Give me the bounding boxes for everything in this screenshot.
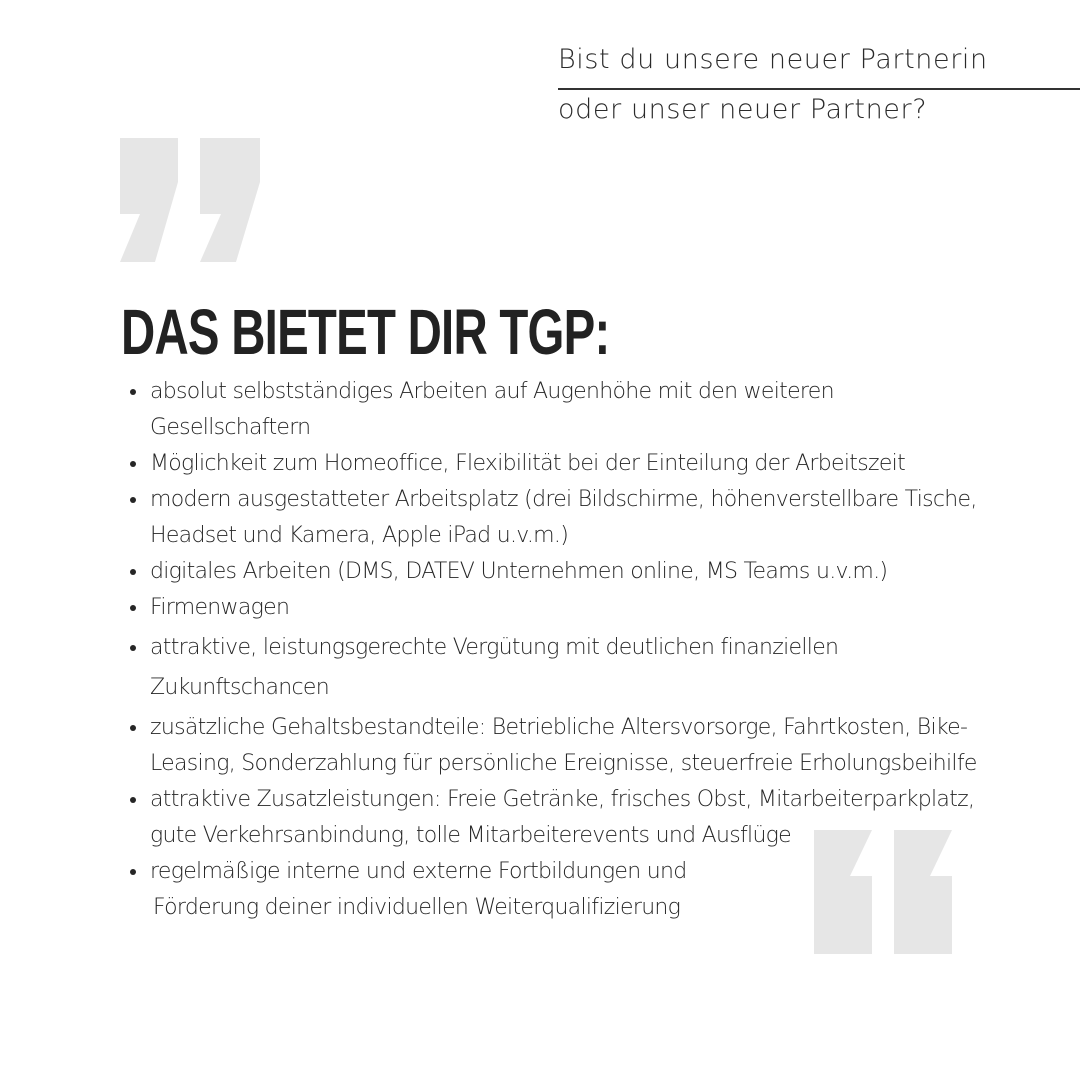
list-item-text: regelmäßige interne und externe Fortbildungen und (150, 859, 687, 884)
list-item-text: Zukunftschancen (150, 675, 329, 700)
list-item-text: Leasing, Sonderzahlung für persönliche Ereignisse, steuerfreie Erholungsbeihilfe (150, 751, 977, 776)
list-item-text: Gesellschaftern (150, 415, 311, 440)
list-item (125, 446, 1005, 482)
list-item (125, 554, 1005, 590)
tagline-line-2: oder unser neuer Partner? (558, 94, 928, 125)
bullet-icon (130, 797, 136, 803)
list-item-text: Förderung deiner individuellen Weiterqualifizierung (153, 895, 681, 920)
list-item-text: digitales Arbeiten (DMS, DATEV Unternehmen online, MS Teams u.v.m.) (150, 559, 888, 584)
list-item-text: modern ausgestatteter Arbeitsplatz (drei Bildschirme, höhenverstellbare Tische, (150, 487, 977, 512)
bullet-icon (130, 497, 136, 503)
bullet-icon (130, 389, 136, 395)
tagline-divider (558, 88, 1080, 90)
list-item-text: Headset und Kamera, Apple iPad u.v.m.) (150, 523, 569, 548)
list-item-text: gute Verkehrsanbindung, tolle Mitarbeiterevents und Ausflüge (150, 823, 792, 848)
bullet-icon (130, 461, 136, 467)
list-item-text: zusätzliche Gehaltsbestandteile: Betriebliche Altersvorsorge, Fahrtkosten, Bike- (150, 715, 968, 740)
list-item (125, 628, 1005, 708)
quotation-mark-icon (812, 828, 957, 954)
list-item (125, 482, 1005, 554)
bullet-icon (130, 569, 136, 575)
list-item-text: Möglichkeit zum Homeoffice, Flexibilität bei der Einteilung der Arbeitszeit (150, 451, 905, 476)
list-item-text: Firmenwagen (150, 595, 290, 620)
quotation-mark-icon (118, 138, 263, 264)
list-item (125, 710, 1005, 782)
list-item-text: attraktive, leistungsgerechte Vergütung mit deutlichen finanziellen (150, 635, 839, 660)
list-item (125, 590, 1005, 626)
tagline-line-1: Bist du unsere neuer Partnerin (558, 44, 988, 75)
bullet-icon (130, 645, 136, 651)
list-item-text: absolut selbstständiges Arbeiten auf Augenhöhe mit den weiteren (150, 379, 834, 404)
list-item-text: attraktive Zusatzleistungen: Freie Getränke, frisches Obst, Mitarbeiterparkplatz, (150, 787, 975, 812)
page-title: DAS BIETET DIR TGP: (121, 296, 610, 368)
list-item (125, 374, 1005, 446)
bullet-icon (130, 725, 136, 731)
bullet-icon (130, 605, 136, 611)
bullet-icon (130, 869, 136, 875)
